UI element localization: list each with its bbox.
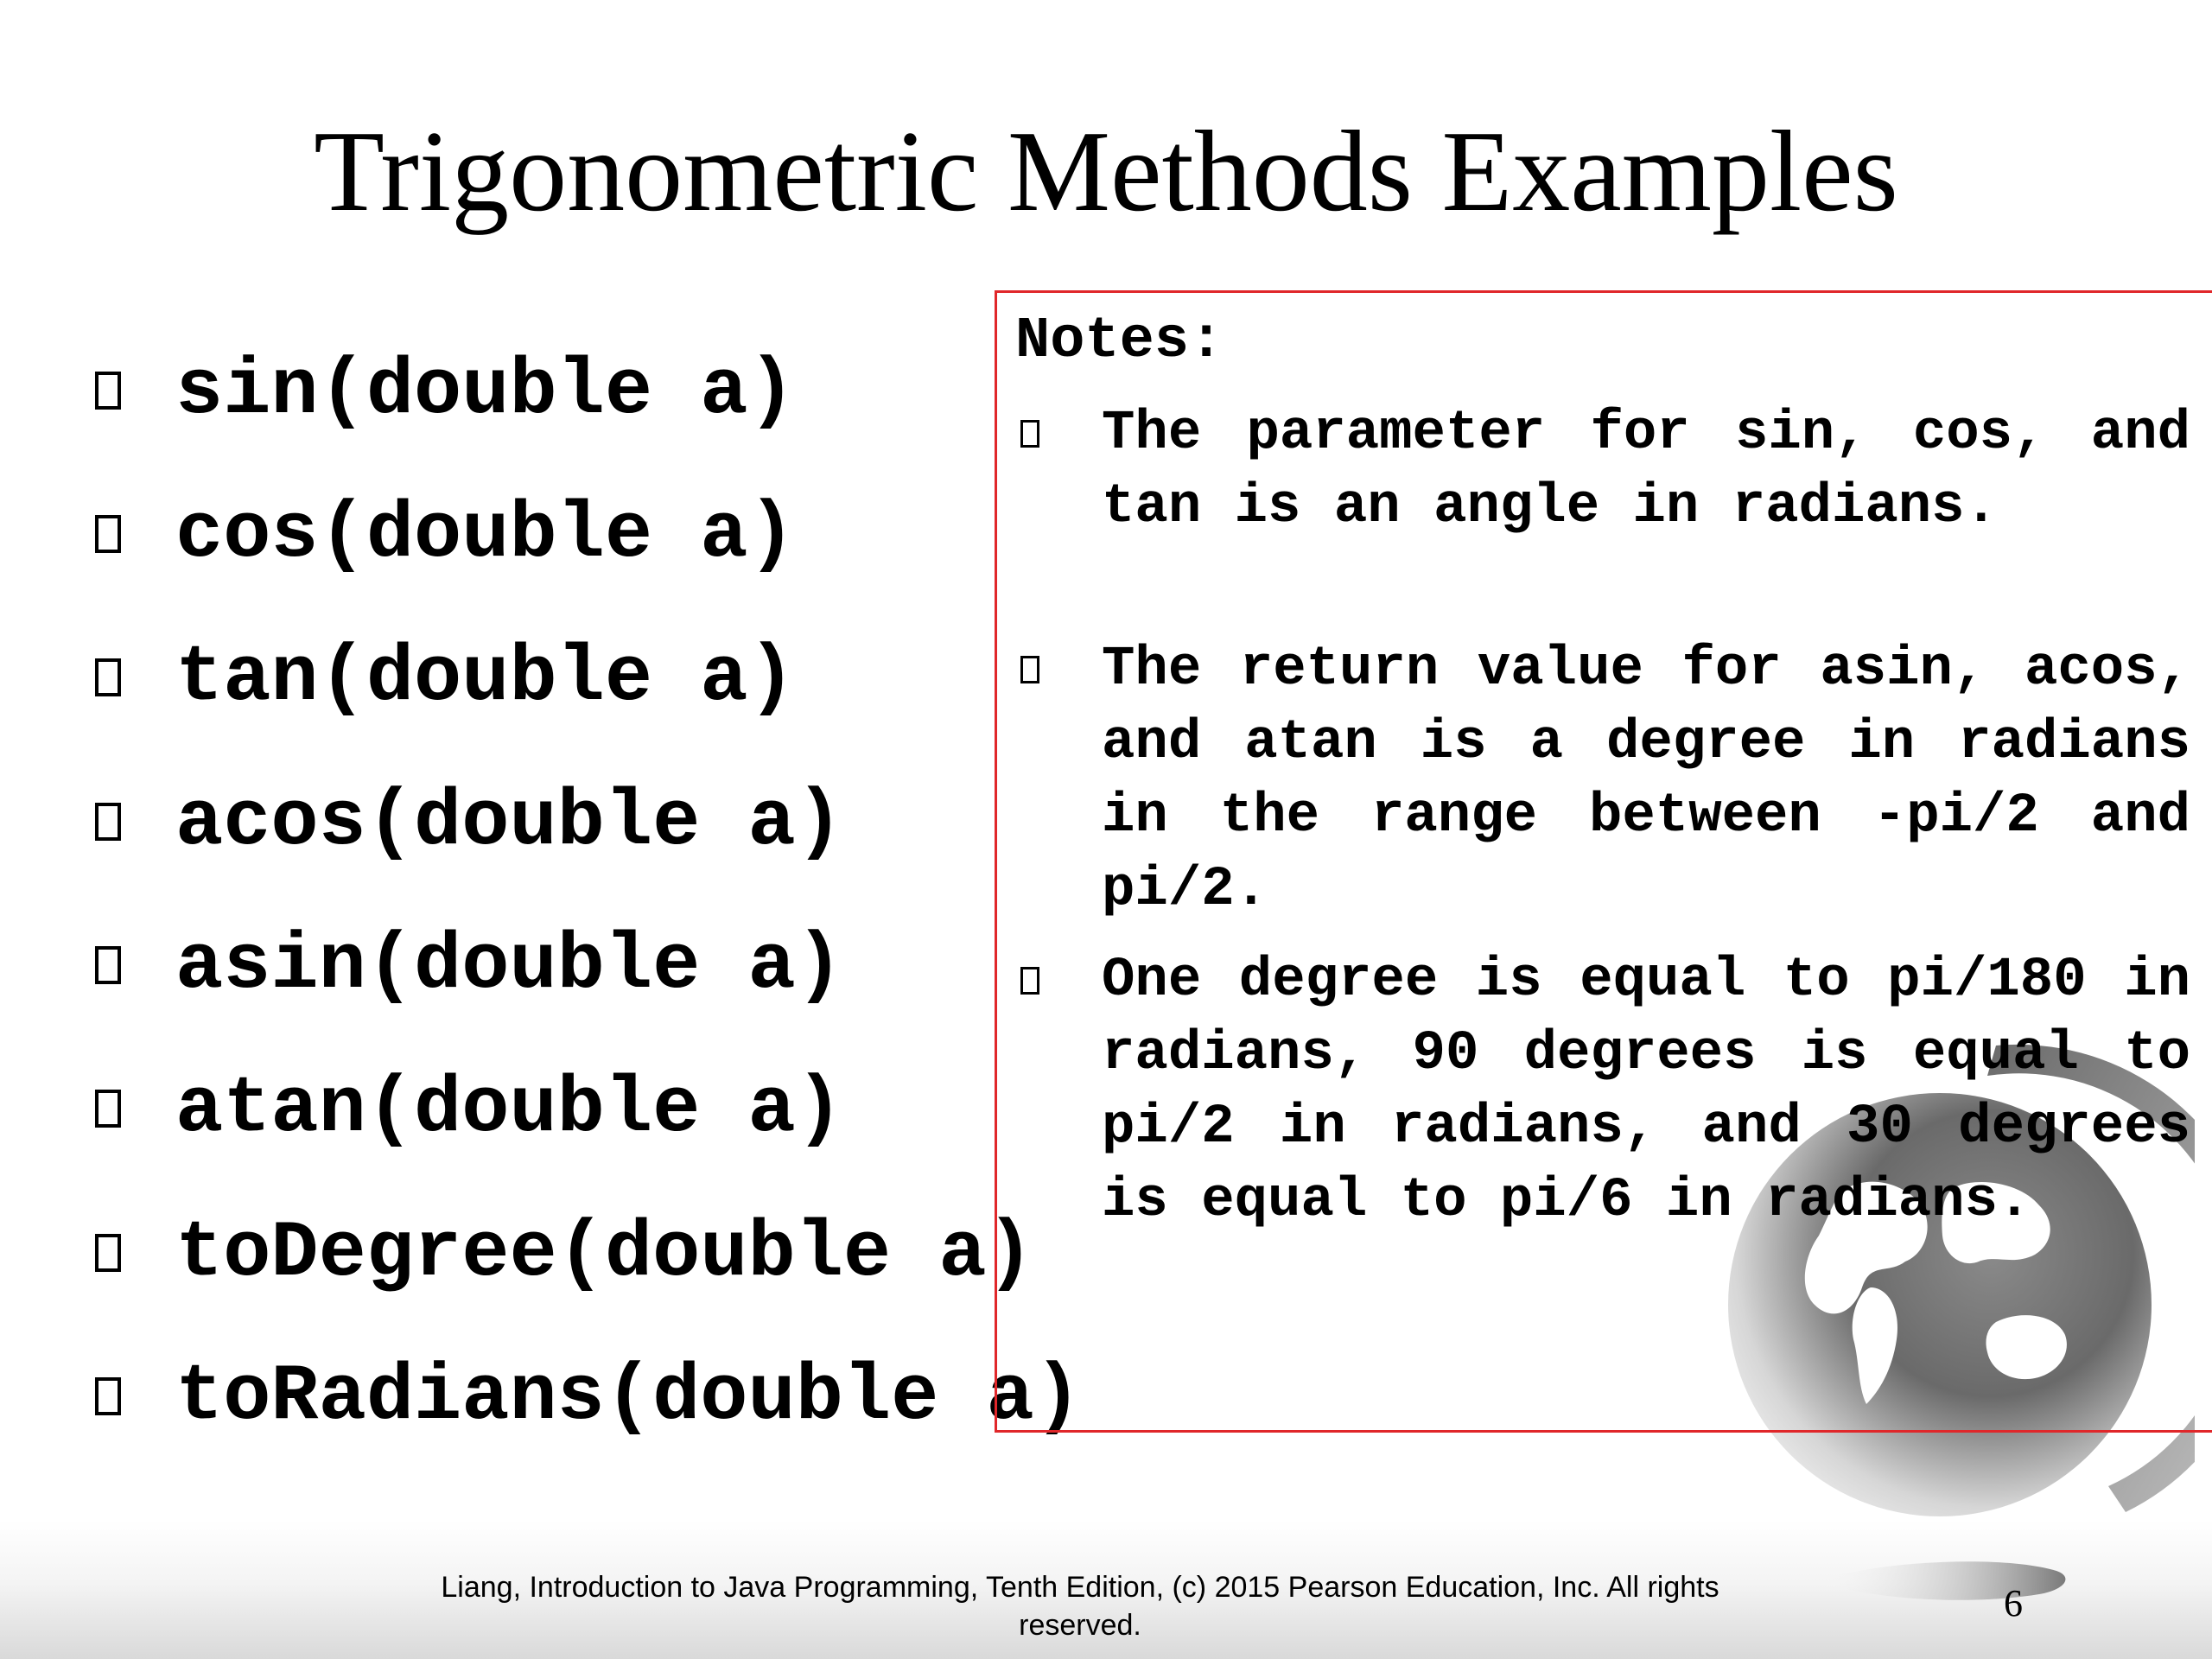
method-label: atan(double a): [175, 1063, 843, 1154]
slide-title: Trigonometric Methods Examples: [314, 107, 1898, 235]
square-bullet-icon: [95, 946, 121, 984]
list-item: [95, 1205, 1034, 1300]
list-item: [95, 343, 796, 438]
method-label: asin(double a): [175, 919, 843, 1011]
method-list: [95, 0, 1132, 1469]
list-item: [95, 1061, 843, 1156]
square-bullet-icon: [1020, 420, 1039, 448]
note-text: The parameter for sin, cos, and tan is an angle in radians.: [1102, 403, 2190, 538]
notes-heading: Notes:: [1015, 308, 1224, 374]
method-label: sin(double a): [175, 345, 796, 436]
method-label: cos(double a): [175, 488, 796, 580]
square-bullet-icon: [95, 1234, 121, 1272]
square-bullet-icon: [95, 658, 121, 696]
note-text: One degree is equal to pi/180 in radians, 90 degrees is equal to pi/2 in radians, and 30 degrees is equal to pi/6 in radians.: [1102, 950, 2190, 1232]
list-item: [95, 1349, 1082, 1444]
list-item: [95, 630, 796, 725]
square-bullet-icon: [95, 803, 121, 841]
list-item: [95, 774, 843, 869]
square-bullet-icon: [1020, 656, 1039, 683]
method-label: acos(double a): [175, 776, 843, 868]
square-bullet-icon: [95, 1377, 121, 1415]
method-label: tan(double a): [175, 632, 796, 723]
list-item: [95, 918, 843, 1013]
square-bullet-icon: [95, 515, 121, 553]
method-label: toRadians(double a): [175, 1351, 1082, 1442]
page-number: 6: [2004, 1582, 2023, 1624]
square-bullet-icon: [1020, 967, 1039, 995]
method-label: toDegree(double a): [175, 1207, 1034, 1299]
note-text: The return value for asin, acos, and atan is a degree in radians in the range between -pi/2 and pi/2.: [1102, 639, 2190, 921]
square-bullet-icon: [95, 372, 121, 410]
square-bullet-icon: [95, 1090, 121, 1128]
copyright-footer: Liang, Introduction to Java Programming, Tenth Edition, (c) 2015 Pearson Education, Inc. All rights reserved.: [441, 1571, 1719, 1642]
list-item: [95, 486, 796, 582]
